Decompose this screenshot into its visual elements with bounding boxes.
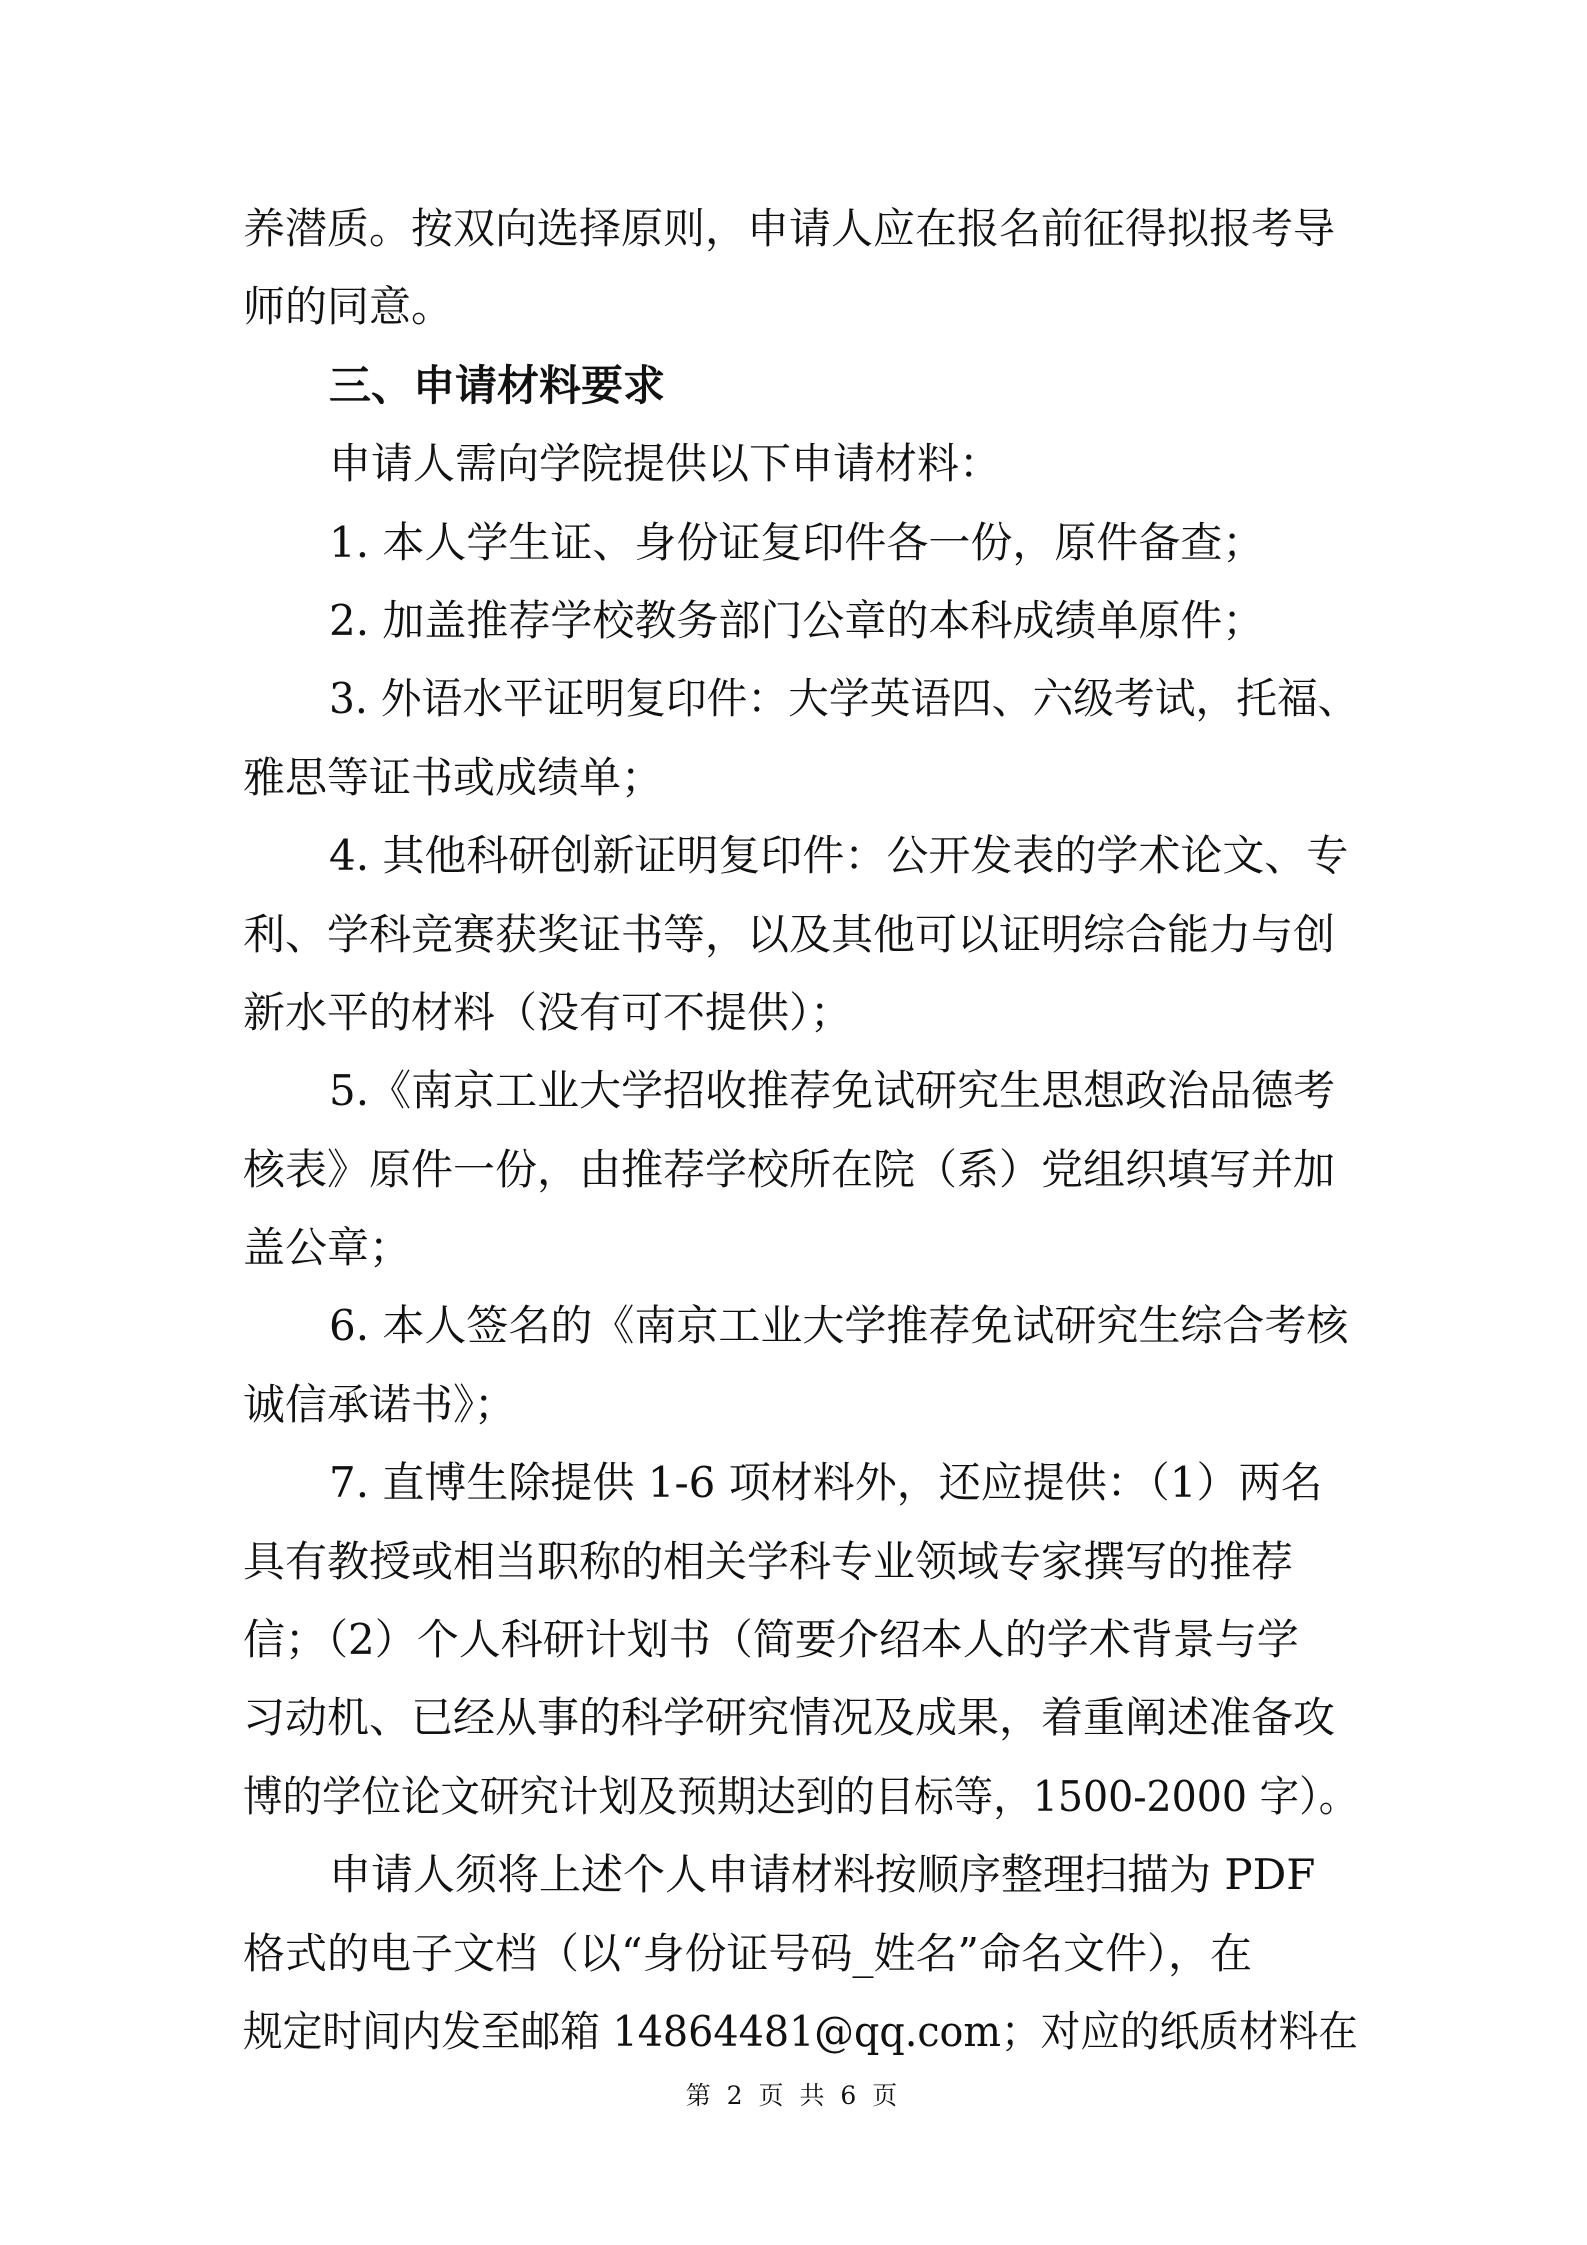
paragraph-line: 申请人须将上述个人申请材料按顺序整理扫描为 PDF xyxy=(329,1850,1316,1900)
list-item-continued: 博的学位论文研究计划及预期达到的目标等，1500-2000 字）。 xyxy=(243,1771,1359,1821)
paragraph-line: 规定时间内发至邮箱 14864481@qq.com；对应的纸质材料在 xyxy=(243,2006,1358,2056)
list-item-continued: 习动机、已经从事的科学研究情况及成果，着重阐述准备攻 xyxy=(243,1693,1336,1743)
list-item-continued: 核表》原件一份，由推荐学校所在院（系）党组织填写并加 xyxy=(243,1144,1336,1194)
list-item-continued: 利、学科竞赛获奖证书等，以及其他可以证明综合能力与创 xyxy=(243,909,1336,959)
list-item-continued: 诚信承诺书》； xyxy=(243,1379,517,1429)
list-item-continued: 新水平的材料（没有可不提供）； xyxy=(243,987,853,1037)
paragraph-line: 师的同意。 xyxy=(243,282,454,332)
list-item-continued: 盖公章； xyxy=(243,1223,412,1273)
list-item: 6. 本人签名的《南京工业大学推荐免试研究生综合考核 xyxy=(329,1301,1349,1351)
list-item: 2. 加盖推荐学校教务部门公章的本科成绩单原件； xyxy=(329,595,1265,645)
list-item: 4. 其他科研创新证明复印件：公开发表的学术论文、专 xyxy=(329,831,1349,881)
list-item: 7. 直博生除提供 1-6 项材料外，还应提供：（1）两名 xyxy=(329,1458,1323,1508)
list-item: 3. 外语水平证明复印件：大学英语四、六级考试，托福、 xyxy=(329,674,1359,724)
list-item-continued: 具有教授或相当职称的相关学科专业领域专家撰写的推荐 xyxy=(243,1536,1294,1586)
paragraph-line: 养潜质。按双向选择原则，申请人应在报名前征得拟报考导 xyxy=(243,204,1336,253)
section-heading: 三、申请材料要求 xyxy=(329,360,666,410)
list-item-continued: 信；（2）个人科研计划书（简要介绍本人的学术背景与学 xyxy=(243,1615,1299,1665)
page-number-footer: 第 2 页 共 6 页 xyxy=(685,2081,902,2110)
paragraph-line: 格式的电子文档（以“身份证号码_姓名”命名文件），在 xyxy=(243,1928,1252,1978)
paragraph-line: 申请人需向学院提供以下申请材料： xyxy=(329,439,1002,489)
document-body xyxy=(243,190,1358,2071)
list-item: 1. 本人学生证、身份证复印件各一份，原件备查； xyxy=(329,517,1265,567)
list-item-continued: 雅思等证书或成绩单； xyxy=(243,752,664,802)
list-item: 5.《南京工业大学招收推荐免试研究生思想政治品德考 xyxy=(329,1066,1336,1116)
